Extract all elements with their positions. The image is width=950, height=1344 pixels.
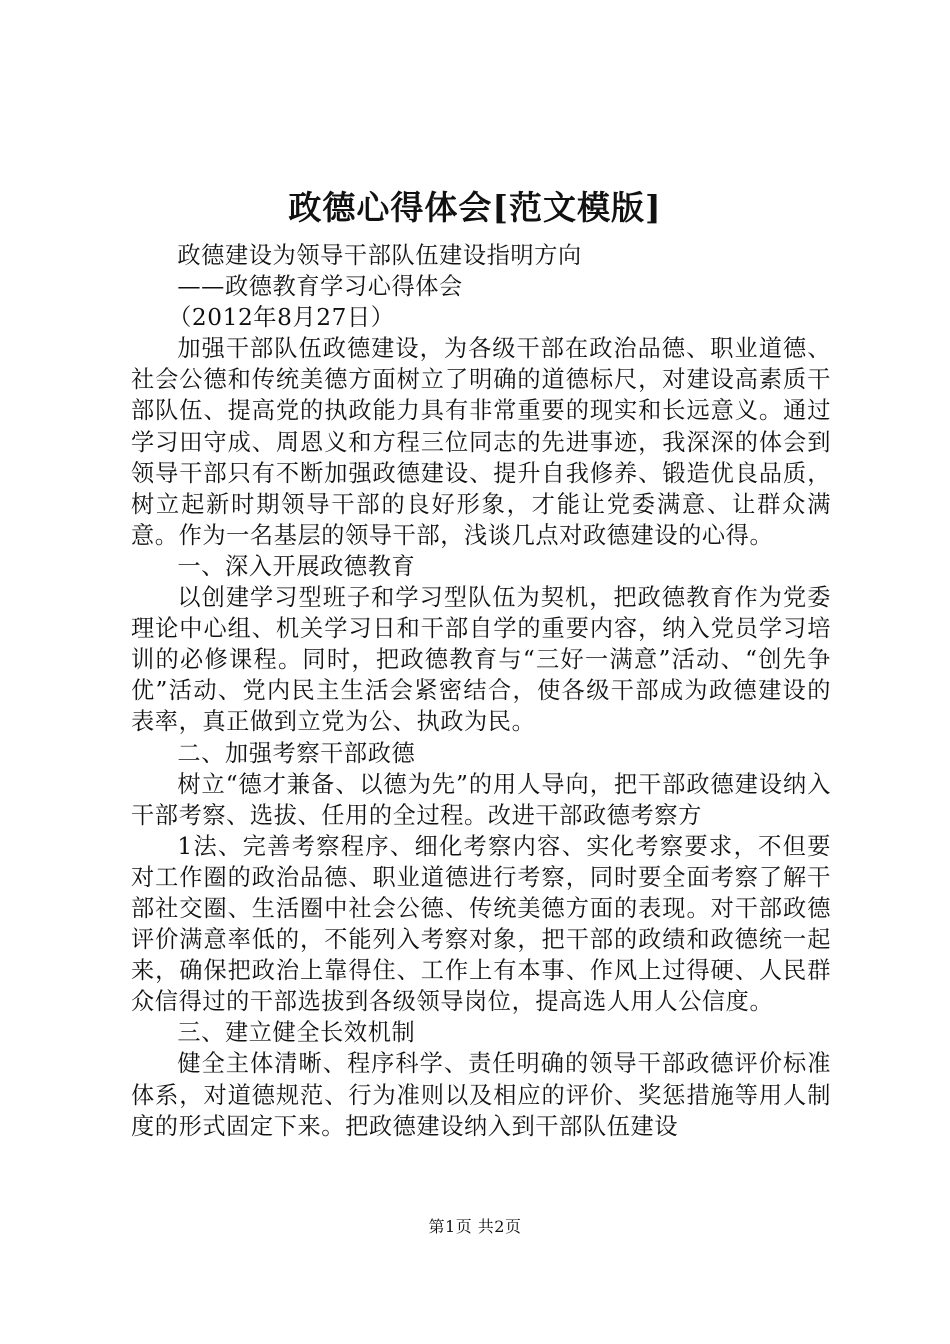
subtitle-sub: ——政德教育学习心得体会 xyxy=(177,273,463,301)
section-heading-3: 三、建立健全长效机制 xyxy=(177,1019,416,1047)
document-date: （2012年8月27日） xyxy=(168,304,395,332)
page-footer: 第1页 共2页 xyxy=(428,1217,522,1236)
section-heading-1: 一、深入开展政德教育 xyxy=(177,552,416,580)
document-body xyxy=(131,240,831,1142)
document-title: 政德心得体会[范文模版] xyxy=(288,188,662,227)
paragraph-section-2a: 树立“德才兼备、以德为先”的用人导向，把干部政德建设纳入干部考察、选拔、任用的全过程。改进干部政德考察方 xyxy=(131,770,831,829)
subtitle-main: 政德建设为领导干部队伍建设指明方向 xyxy=(177,242,582,269)
paragraph-section-2b: 1法、完善考察程序、细化考察内容、实化考察要求，不但要对工作圈的政治品德、职业道德进行考察，同时要全面考察了解干部社交圈、生活圈中社会公德、传统美德方面的表现。对干部政德评价满意率低的，不能列入考察对象，把干部的政绩和政德统一起来，确保把政治上靠得住、工作上有本事、作风上过得硬、人民群众信得过的干部选拔到各级领导岗位，提高选人用人公信度。 xyxy=(131,832,831,1016)
paragraph-section-3: 健全主体清晰、程序科学、责任明确的领导干部政德评价标准体系，对道德规范、行为准则以及相应的评价、奖惩措施等用人制度的形式固定下来。把政德建设纳入到干部队伍建设 xyxy=(131,1050,831,1140)
section-heading-2: 二、加强考察干部政德 xyxy=(177,739,416,767)
paragraph-section-1: 以创建学习型班子和学习型队伍为契机，把政德教育作为党委理论中心组、机关学习日和干部自学的重要内容，纳入党员学习培训的必修课程。同时，把政德教育与“三好一满意”活动、“创先争优”活动、党内民主生活会紧密结合，使各级干部成为政德建设的表率，真正做到立党为公、执政为民。 xyxy=(131,584,831,736)
paragraph-intro: 加强干部队伍政德建设，为各级干部在政治品德、职业道德、社会公德和传统美德方面树立了明确的道德标尺，对建设高素质干部队伍、提高党的执政能力具有非常重要的现实和长远意义。通过学习田守成、周恩义和方程三位同志的先进事迹，我深深的体会到领导干部只有不断加强政德建设、提升自我修养、锻造优良品质，树立起新时期领导干部的良好形象，才能让党委满意、让群众满意。作为一名基层的领导干部，浅谈几点对政德建设的心得。 xyxy=(131,335,831,549)
